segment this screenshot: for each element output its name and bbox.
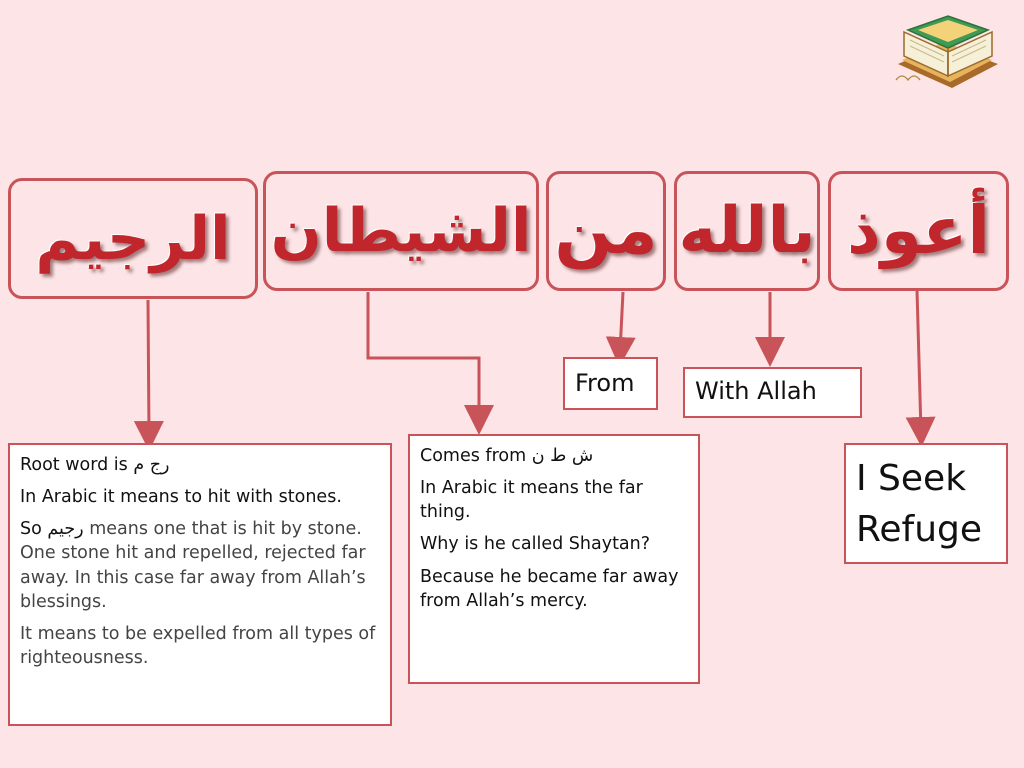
rajeem-note-explanation-text: means one that is hit by stone. One stone hit and repelled, rejected far away. In this case far away from Allah’s blessings.	[20, 519, 366, 612]
rajeem-word-inline: رجيم	[47, 519, 84, 540]
word-box-shaytan	[263, 171, 539, 291]
rajeem-note	[8, 443, 392, 726]
meaning-label-audhu	[844, 443, 1008, 564]
arrow-rajeem	[148, 300, 149, 436]
rajeem-note-so: So	[20, 519, 42, 540]
arrow-min	[620, 292, 623, 352]
meaning-label-min	[563, 357, 658, 410]
meaning-text-audhu: I Seek Refuge	[856, 458, 983, 551]
rajeem-note-explanation	[20, 517, 382, 614]
shaytan-note-answer: Because he became far away from Allah’s mercy.	[420, 566, 679, 611]
meaning-label-billah	[683, 367, 862, 418]
shaytan-note-origin-prefix: Comes from	[420, 446, 527, 466]
rajeem-note-meaning: In Arabic it means to hit with stones.	[20, 487, 342, 508]
arabic-word-shaytan: الشيطان	[270, 196, 532, 266]
arabic-word-rajeem: الرجيم	[35, 203, 231, 274]
meaning-text-min: From	[575, 369, 635, 397]
arabic-word-min: من	[554, 191, 658, 270]
rajeem-root-letters: رج م	[133, 455, 170, 475]
shaytan-note-meaning: In Arabic it means the far thing.	[420, 478, 643, 523]
shaytan-root-letters: ش ط ن	[531, 446, 594, 466]
rajeem-note-root	[20, 453, 382, 477]
rajeem-note-root-prefix: Root word is	[20, 455, 128, 475]
arabic-word-audhu: أعوذ	[847, 192, 990, 269]
rajeem-note-expelled: It means to be expelled from all types of righteousness.	[20, 623, 376, 668]
arrow-audhu	[917, 290, 921, 432]
word-box-rajeem	[8, 178, 258, 299]
shaytan-note-origin	[420, 444, 688, 468]
meaning-text-billah: With Allah	[695, 377, 817, 405]
word-box-audhu	[828, 171, 1009, 291]
shaytan-note-question: Why is he called Shaytan?	[420, 534, 651, 555]
word-box-billah	[674, 171, 820, 291]
shaytan-note	[408, 434, 700, 684]
arrow-shaytan	[368, 292, 479, 420]
arabic-word-billah: بالله	[678, 194, 816, 268]
word-box-min	[546, 171, 666, 291]
